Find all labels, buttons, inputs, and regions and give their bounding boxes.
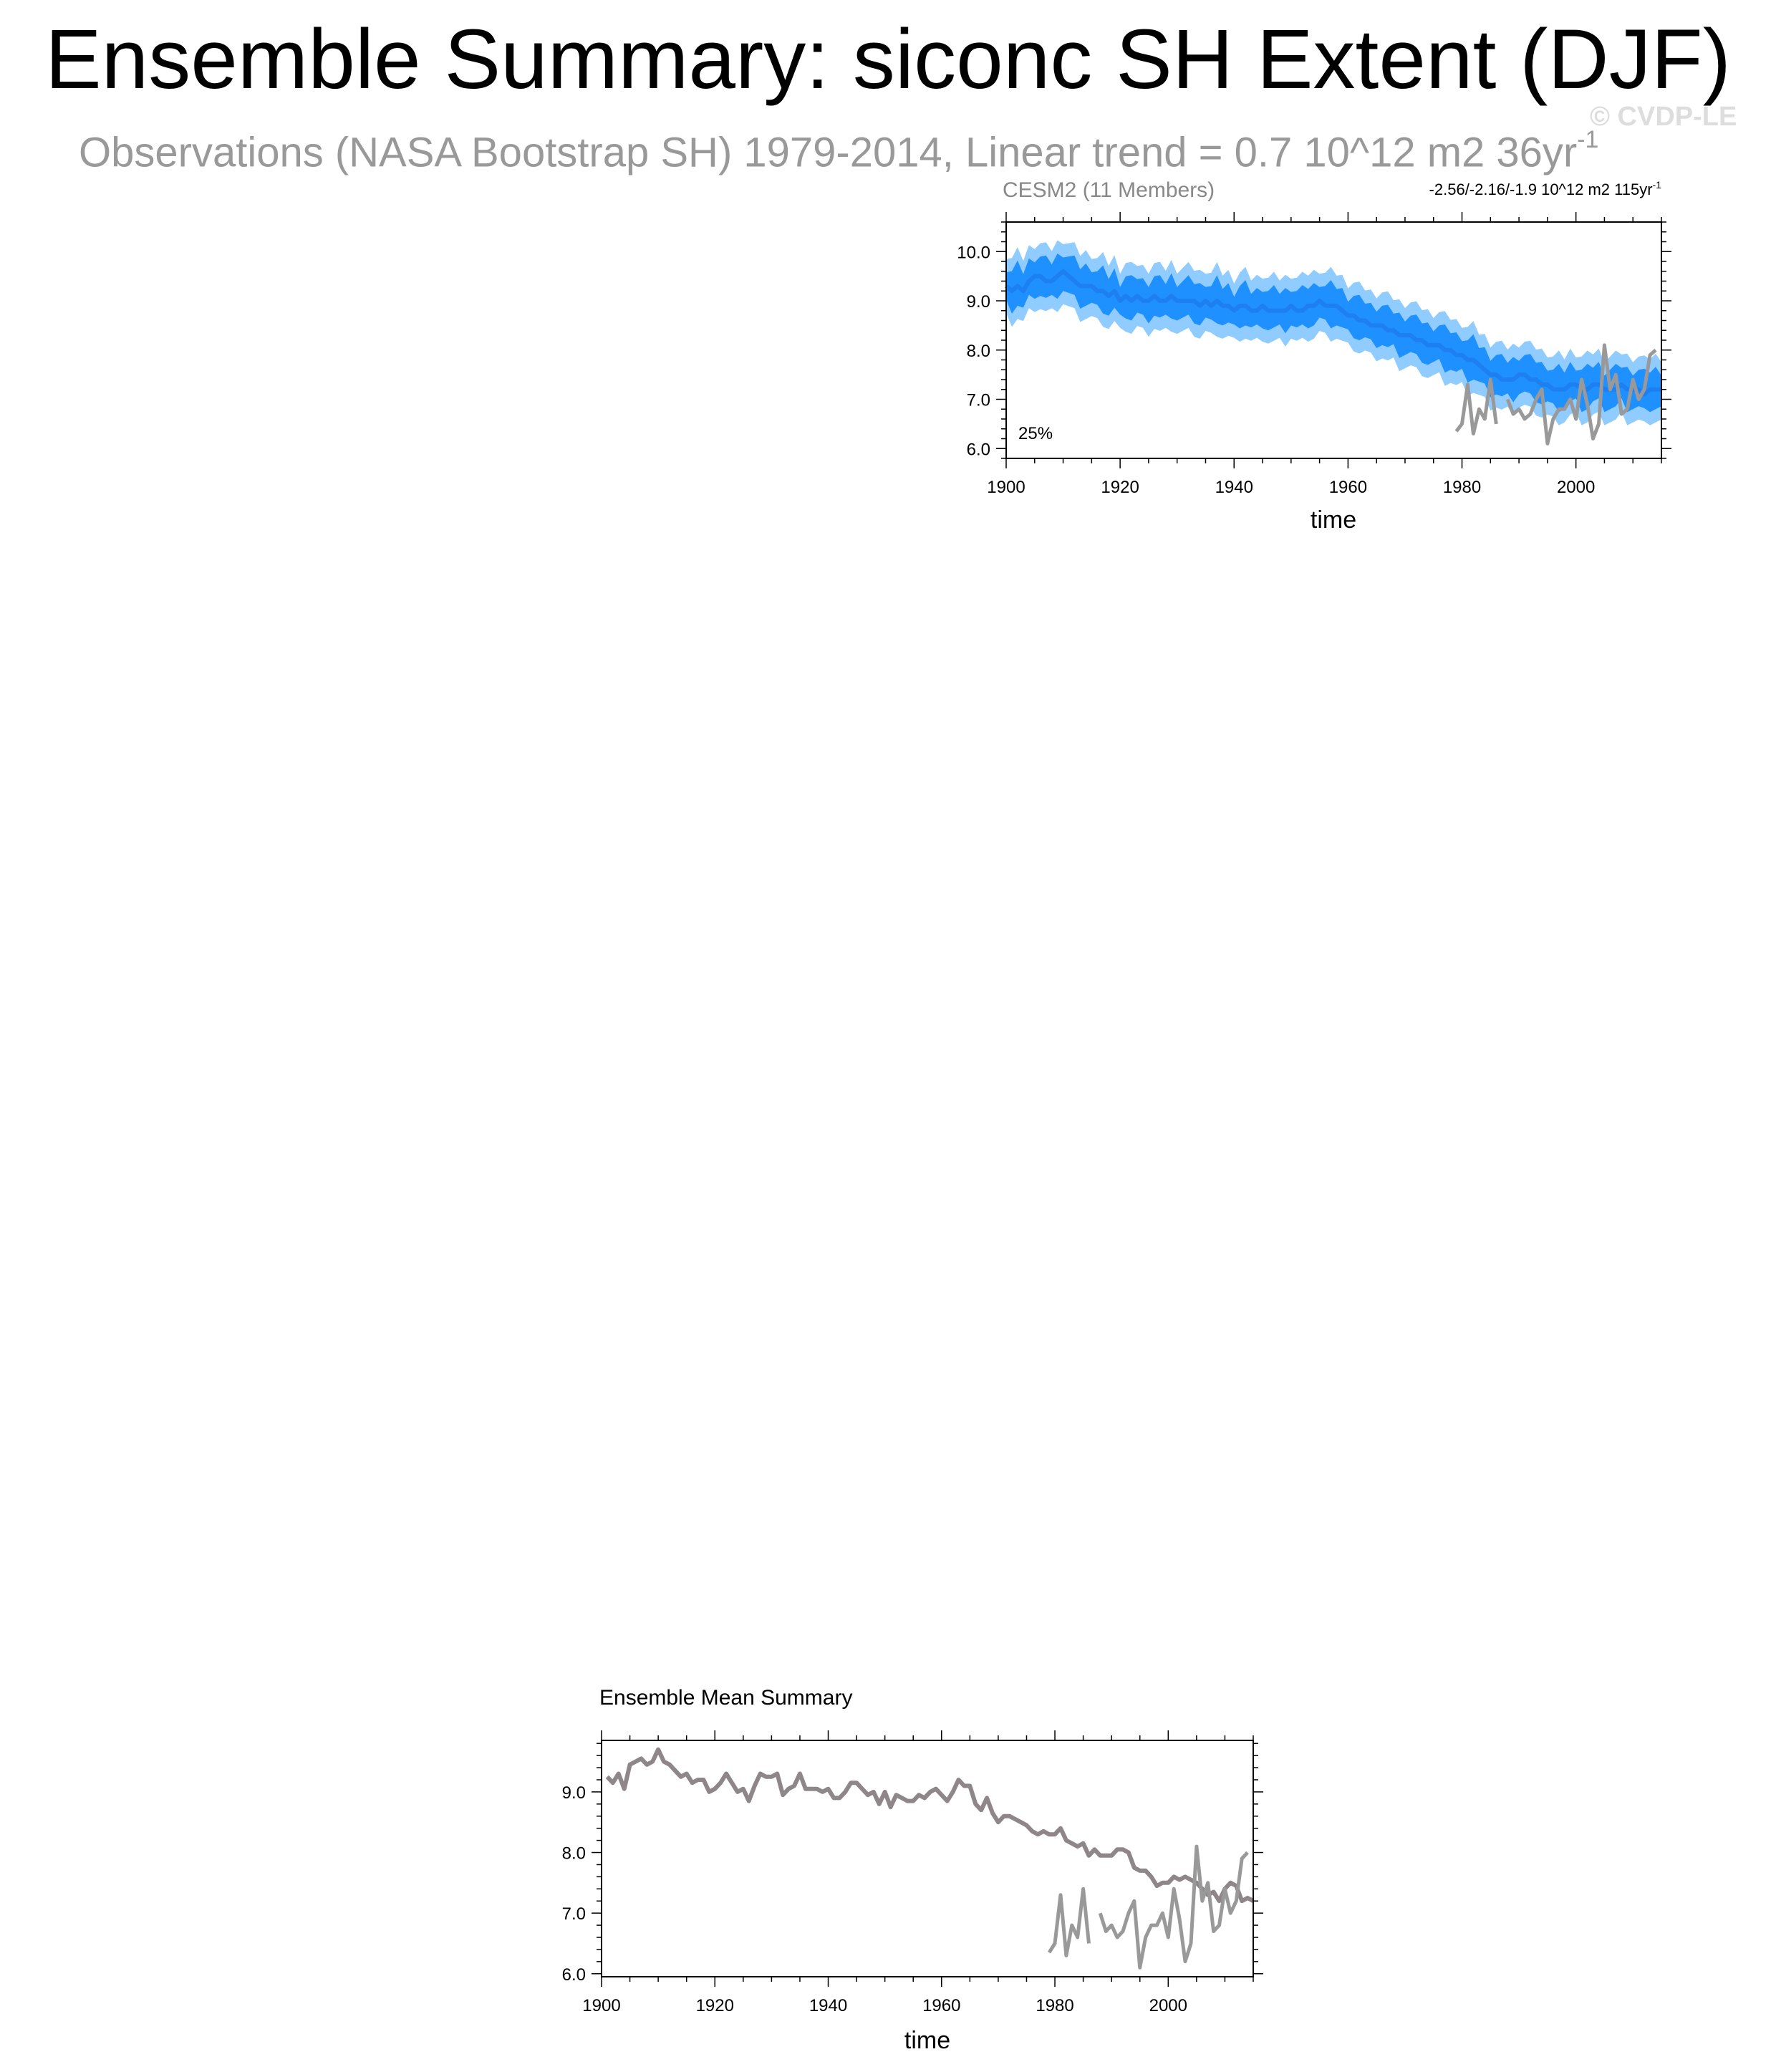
y-tick-label: 6.0 [561, 1965, 586, 1985]
x-tick-label: 1900 [582, 1996, 621, 2015]
y-tick-label: 10.0 [957, 243, 990, 263]
observations-line [1049, 1846, 1247, 1967]
panel-title-right-sup: -1 [1652, 179, 1661, 191]
page-subtitle [79, 119, 1598, 178]
panel-title-left: Ensemble Mean Summary [599, 1686, 853, 1710]
x-tick-label: 1980 [1442, 478, 1482, 497]
y-tick-label: 6.0 [966, 440, 990, 460]
y-tick-label: 9.0 [561, 1783, 586, 1803]
x-tick-label: 1900 [987, 478, 1025, 497]
x-axis-label: time [1310, 506, 1357, 534]
panel-title-right [1429, 179, 1662, 198]
panel-title-left: CESM2 (11 Members) [1003, 178, 1215, 202]
x-tick-label: 1940 [1215, 478, 1253, 497]
plot-area [957, 212, 1671, 497]
x-tick-label: 1960 [1328, 478, 1368, 497]
x-tick-label: 1940 [809, 1996, 848, 2015]
y-tick-label: 8.0 [966, 341, 990, 361]
plot-area [562, 1730, 1263, 2015]
plot-frame [602, 1740, 1253, 1977]
x-tick-label: 1980 [1036, 1996, 1074, 2015]
x-tick-label: 2000 [1556, 478, 1596, 497]
ensemble-mean-summary-chart [530, 1683, 1303, 2070]
x-tick-label: 1920 [695, 1996, 734, 2015]
x-tick-label: 2000 [1149, 1996, 1187, 2015]
cesm2-panel-chart [931, 172, 1690, 559]
subtitle-superscript: -1 [1577, 126, 1599, 153]
panel-title-right-text: -2.56/-2.16/-1.9 10^12 m2 115yr [1429, 180, 1653, 198]
subtitle-text: Observations (NASA Bootstrap SH) 1979-2014, Linear trend = 0.7 10^12 m2 36yr [79, 129, 1578, 176]
x-tick-label: 1960 [922, 1996, 961, 2015]
watermark: © CVDP-LE [1590, 102, 1737, 132]
y-tick-label: 9.0 [966, 292, 990, 312]
x-axis-label: time [904, 2027, 951, 2054]
x-tick-label: 1920 [1101, 478, 1139, 497]
panel-annotation: 25% [1018, 424, 1053, 443]
y-tick-label: 7.0 [966, 390, 990, 410]
y-tick-label: 7.0 [561, 1904, 586, 1924]
model-mean-line [607, 1750, 1253, 1902]
page-title: Ensemble Summary: siconc SH Extent (DJF) [44, 12, 1732, 107]
y-tick-label: 8.0 [561, 1844, 586, 1864]
